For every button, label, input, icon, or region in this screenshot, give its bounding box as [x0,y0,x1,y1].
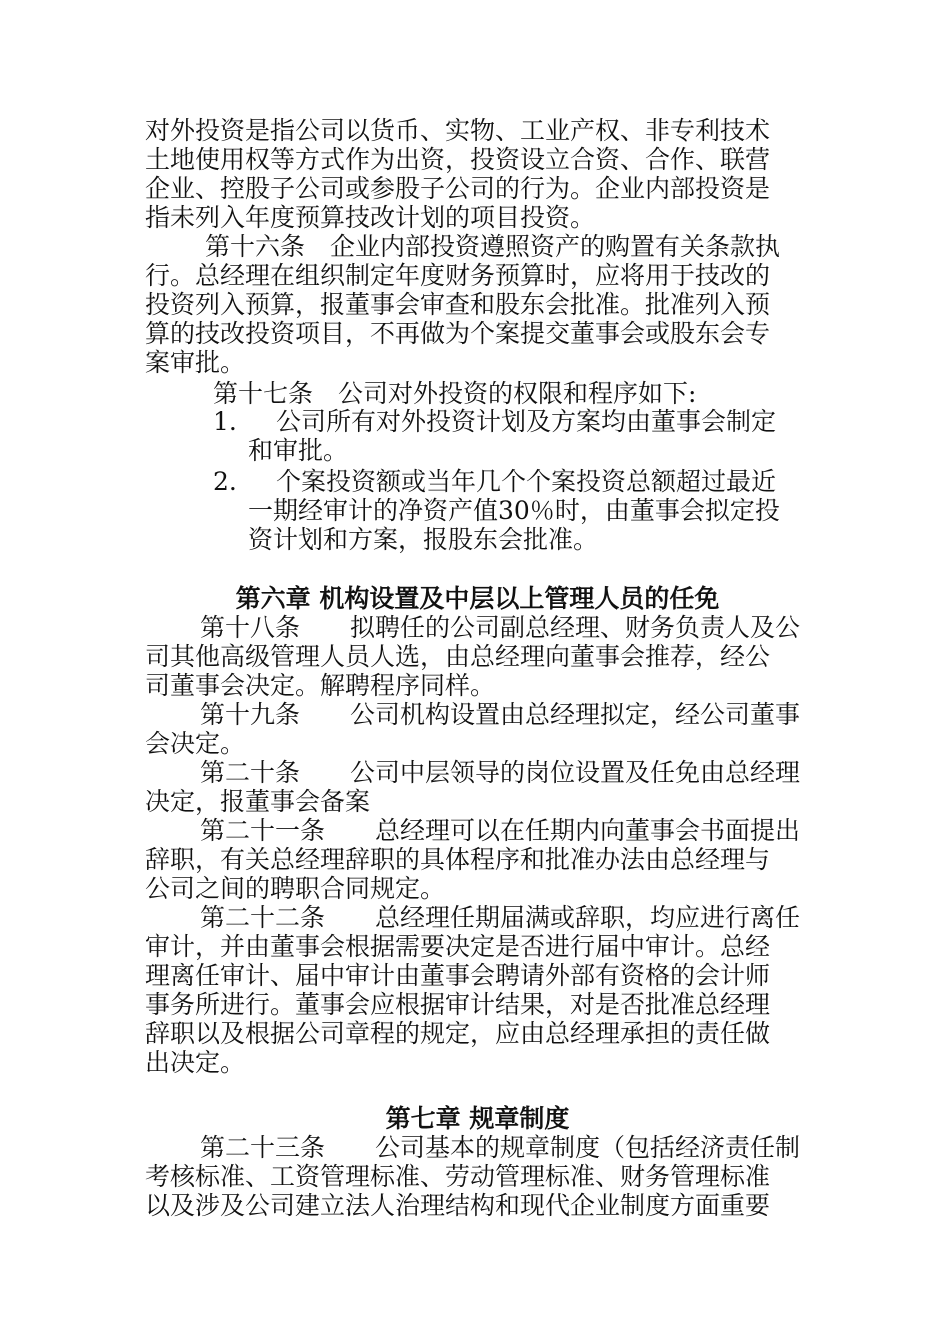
list-number: 2. [213,467,237,496]
chapter-7-heading: 第七章 规章制度 [385,1104,570,1133]
body-line: 土地使用权等方式作为出资，投资设立合资、合作、联营 [145,145,771,174]
body-line: 决定，报董事会备案 [145,787,371,816]
list-item-continuation: 一期经审计的净资产值30％时，由董事会拟定投 [248,496,780,525]
body-line: 以及涉及公司建立法人治理结构和现代企业制度方面重要 [145,1191,771,1220]
chapter-6-heading: 第六章 机构设置及中层以上管理人员的任免 [235,584,720,613]
body-line: 企业、控股子公司或参股子公司的行为。企业内部投资是 [145,174,771,203]
list-item-continuation: 资计划和方案，报股东会批准。 [248,525,599,554]
list-item-text: 个案投资额或当年几个个案投资总额超过最近 [276,467,777,496]
article-23-line: 第二十三条 公司基本的规章制度（包括经济责任制 [200,1133,801,1162]
body-line: 公司之间的聘职合同规定。 [145,874,446,903]
article-16-line: 第十六条 企业内部投资遵照资产的购置有关条款执 [205,232,781,261]
article-19-line: 第十九条 公司机构设置由总经理拟定，经公司董事 [200,700,801,729]
body-line: 投资列入预算，报董事会审查和股东会批准。批准列入预 [145,290,771,319]
body-line: 理离任审计、届中审计由董事会聘请外部有资格的会计师 [145,961,771,990]
body-line: 行。总经理在组织制定年度财务预算时，应将用于技改的 [145,261,771,290]
body-line: 事务所进行。董事会应根据审计结果，对是否批准总经理 [145,990,771,1019]
article-17-line: 第十七条 公司对外投资的权限和程序如下: [213,379,697,408]
article-20-line: 第二十条 公司中层领导的岗位设置及任免由总经理 [200,758,801,787]
body-line: 考核标准、工资管理标准、劳动管理标准、财务管理标准 [145,1162,771,1191]
body-line: 审计，并由董事会根据需要决定是否进行届中审计。总经 [145,932,771,961]
body-line: 对外投资是指公司以货币、实物、工业产权、非专利技术 [145,116,771,145]
list-item-text: 公司所有对外投资计划及方案均由董事会制定 [276,407,777,436]
list-number: 1. [213,407,237,436]
body-line: 辞职以及根据公司章程的规定，应由总经理承担的责任做 [145,1019,771,1048]
article-21-line: 第二十一条 总经理可以在任期内向董事会书面提出 [200,816,801,845]
body-line: 辞职，有关总经理辞职的具体程序和批准办法由总经理与 [145,845,771,874]
body-line: 司其他高级管理人员人选，由总经理向董事会推荐，经公 [145,642,771,671]
body-line: 指未列入年度预算技改计划的项目投资。 [145,203,596,232]
body-line: 出决定。 [145,1048,246,1077]
list-item-continuation: 和审批。 [248,436,349,465]
article-18-line: 第十八条 拟聘任的公司副总经理、财务负责人及公 [200,613,801,642]
list-item-1 [213,407,810,437]
article-22-line: 第二十二条 总经理任期届满或辞职，均应进行离任 [200,903,801,932]
body-line: 算的技改投资项目，不再做为个案提交董事会或股东会专 [145,319,771,348]
body-line: 案审批。 [145,348,246,377]
body-line: 司董事会决定。解聘程序同样。 [145,671,496,700]
list-item-2 [213,467,810,497]
body-line: 会决定。 [145,729,246,758]
